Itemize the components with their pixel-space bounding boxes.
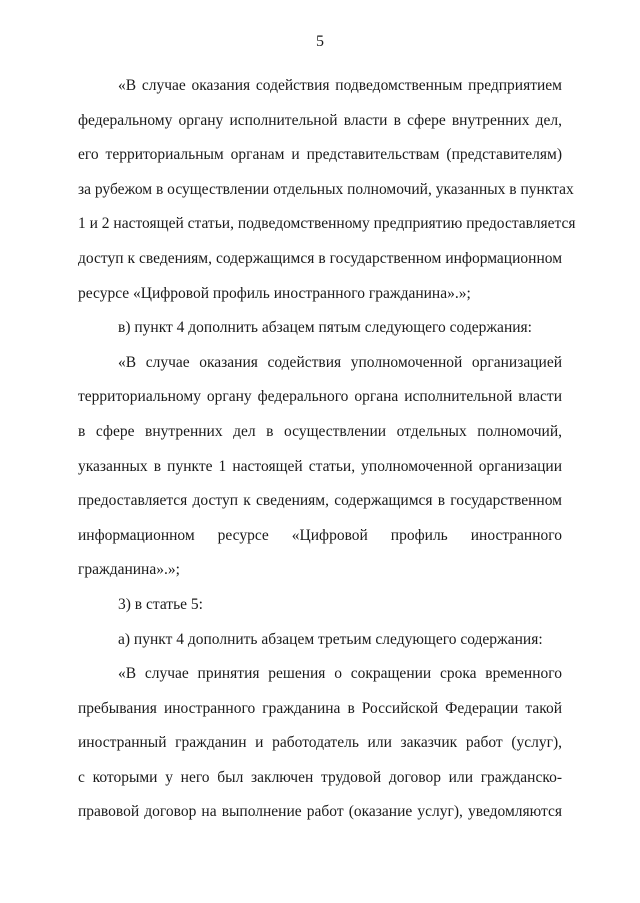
text-line: с которыми у него был заключен трудовой договор или гражданско- [78,768,562,786]
text-line: гражданина».»; [78,561,180,579]
text-line: указанных в пункте 1 настоящей статьи, уполномоченной организации [78,457,562,475]
text-line: в сфере внутренних дел в осуществлении отдельных полномочий, [78,422,562,440]
text-line: «В случае оказания содействия уполномоченной организацией [118,353,562,371]
text-line: «В случае оказания содействия подведомственным предприятием [118,77,562,94]
text-line: его территориальным органам и представительствам (представителям) [78,146,562,164]
text-line: федеральному органу исполнительной власти в сфере внутренних дел, [78,111,562,129]
text-line: доступ к сведениям, содержащимся в государственном информационном [78,249,562,267]
text-line: «В случае принятия решения о сокращении срока временного [118,665,562,683]
text-line: а) пункт 4 дополнить абзацем третьим следующего содержания: [118,630,543,648]
text-line: правовой договор на выполнение работ (оказание услуг), уведомляются [78,803,562,821]
page-number: 5 [316,33,324,50]
text-line: информационном ресурсе «Цифровой профиль иностранного [78,526,562,544]
text-line: пребывания иностранного гражданина в Российской Федерации такой [78,699,562,717]
text-line: иностранный гражданин и работодатель или заказчик работ (услуг), [78,734,562,752]
text-line: предоставляется доступ к сведениям, содержащимся в государственном [78,492,562,510]
text-line: за рубежом в осуществлении отдельных полномочий, указанных в пунктах [78,180,574,198]
text-line: в) пункт 4 дополнить абзацем пятым следующего содержания: [118,319,532,337]
text-line: 1 и 2 настоящей статьи, подведомственному предприятию предоставляется [78,215,576,233]
text-line: ресурсе «Цифровой профиль иностранного гражданина».»; [78,284,471,302]
document-body [78,69,576,830]
text-line: 3) в статье 5: [118,595,203,613]
text-line: территориальному органу федерального органа исполнительной власти [78,388,562,406]
